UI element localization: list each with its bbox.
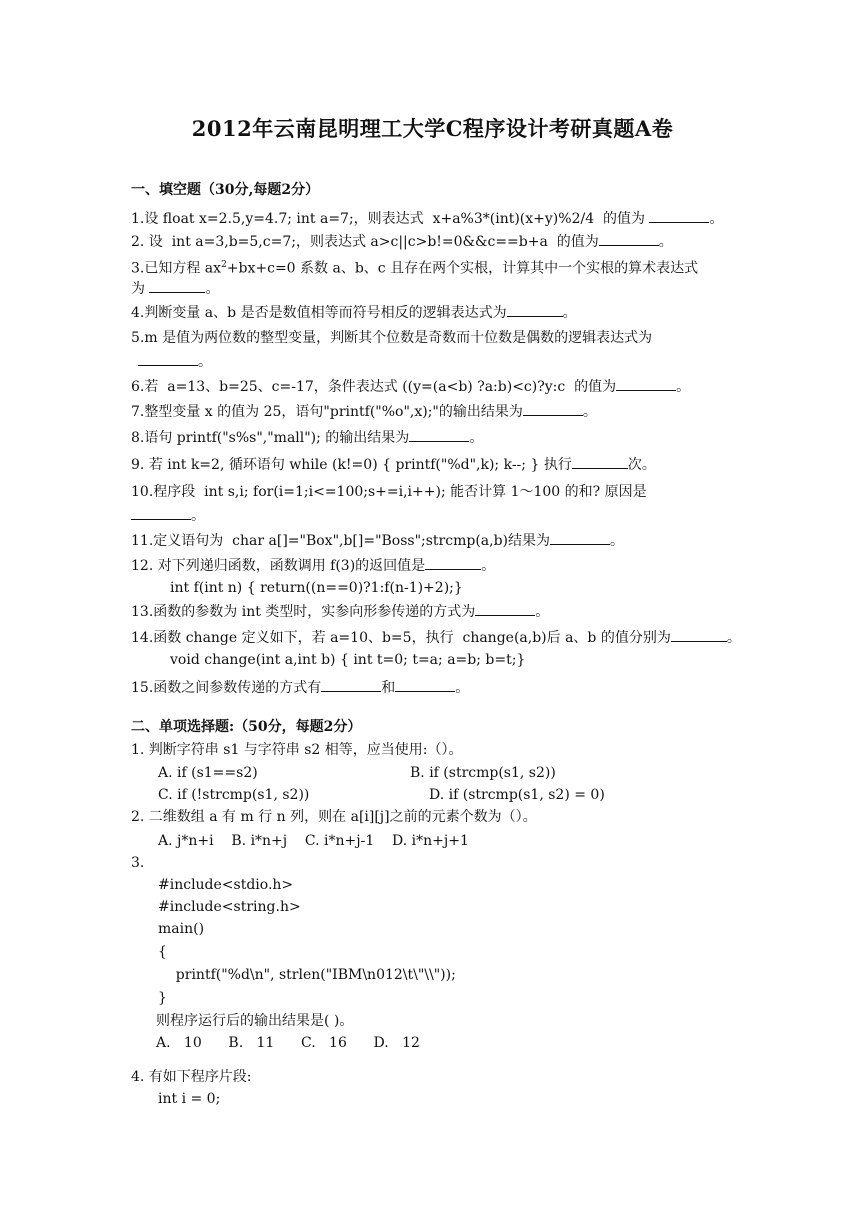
code-line: int i = 0; (158, 1091, 221, 1107)
question-2-2-stem: 2. 二维数组 a 有 m 行 n 列，则在 a[i][j]之前的元素个数为（）。 (131, 809, 537, 825)
option-b: B. if (strcmp(s1, s2)) (410, 765, 556, 781)
question-2-4-stem: 4. 有如下程序片段: (131, 1069, 252, 1085)
answer-blank (395, 678, 455, 692)
answer-blank (409, 428, 469, 442)
question-1-6 (131, 377, 690, 396)
answer-blank (523, 402, 583, 416)
superscript: 2 (221, 260, 227, 270)
document-title: 2012年云南昆明理工大学C程序设计考研真题A卷 (191, 116, 674, 141)
question-end: 。 (562, 305, 577, 321)
question-1-5-line2 (138, 352, 212, 371)
question-text: 为 (131, 281, 150, 297)
option-c: C. if (!strcmp(s1, s2)) (158, 787, 310, 803)
code-line: } (158, 990, 167, 1006)
question-end: 。 (469, 430, 484, 446)
question-end: 。 (455, 680, 470, 696)
answer-blank (425, 556, 481, 570)
answer-blank (321, 678, 381, 692)
answer-blank (138, 352, 198, 366)
question-1-12-code: int f(int n) { return((n==0)?1:f(n-1)+2);} (170, 580, 463, 596)
question-end: 。 (205, 281, 220, 297)
answer-blank (149, 279, 205, 293)
answer-blank (550, 531, 610, 545)
question-1-7 (131, 402, 597, 421)
question-end: 。 (610, 533, 625, 549)
question-2-1-stem: 1. 判断字符串 s1 与字符串 s2 相等，应当使用:（）。 (131, 742, 463, 758)
question-text: 2. 设 int a=3,b=5,c=7;，则表达式 a>c||c>b!=0&&c==b+a 的值为 (131, 234, 599, 250)
question-1-11 (131, 531, 624, 550)
question-1-1 (131, 209, 723, 228)
question-end: 次。 (627, 457, 656, 473)
question-text: 7.整型变量 x 的值为 25，语句"printf("%o",x);"的输出结果为 (131, 404, 523, 420)
question-text: 14.函数 change 定义如下，若 a=10、b=5，执行 change(a,b)后 a、b 的值分别为 (131, 630, 671, 646)
question-1-12 (131, 556, 495, 575)
answer-blank (671, 628, 727, 642)
question-text: 5.m 是值为两位数的整型变量，判断其个位数是奇数而十位数是偶数的逻辑表达式为 (131, 330, 653, 346)
answer-blank (507, 303, 563, 317)
section1-heading: 一、填空题（30分,每题2分） (131, 182, 320, 198)
question-text: 10.程序段 int s,i; for(i=1;i<=100;s+=i,i++); 能否计算 1～100 的和? 原因是 (131, 484, 647, 500)
question-text: 11.定义语句为 char a[]="Box",b[]="Boss";strcmp(a,b)结果为 (131, 533, 551, 549)
code-line: #include<stdio.h> (158, 877, 294, 893)
question-1-8 (131, 428, 483, 447)
question-text-cont: +bx+c=0 系数 a、b、c 且存在两个实根，计算其中一个实根的算术表达式 (226, 260, 699, 277)
option-d: D. if (strcmp(s1, s2) = 0) (429, 787, 605, 803)
question-text: 8.语句 printf("s%s","mall"); 的输出结果为 (131, 430, 410, 446)
question-1-13 (131, 602, 549, 621)
answer-blank (131, 506, 191, 520)
answer-blank (649, 209, 709, 223)
question-end: 。 (658, 234, 673, 250)
code-line: main() (158, 921, 205, 937)
question-text: 3.已知方程 ax (131, 260, 222, 277)
code-line: printf("%d\n", strlen("IBM\n012\t\"\\")); (158, 967, 456, 983)
question-1-14 (131, 628, 741, 647)
question-end: 。 (676, 379, 691, 395)
question-end: 。 (582, 404, 597, 420)
question-end: 。 (535, 604, 550, 620)
question-text: 13.函数的参数为 int 类型时，实参向形参传递的方式为 (131, 604, 476, 620)
question-2-3-prompt: 则程序运行后的输出结果是( )。 (156, 1013, 354, 1029)
question-text: 15.函数之间参数传递的方式有 (131, 680, 322, 696)
question-1-10 (131, 483, 647, 501)
question-1-4 (131, 303, 577, 322)
question-text: 6.若 a=13、b=25、c=-17，条件表达式 ((y=(a<b) ?a:b)<c)?y:c 的值为 (131, 379, 617, 395)
question-text: 12. 对下列递归函数，函数调用 f(3)的返回值是 (131, 558, 426, 574)
code-line: #include<string.h> (158, 899, 301, 915)
question-1-14-code: void change(int a,int b) { int t=0; t=a; a=b; b=t;} (170, 652, 526, 668)
answer-blank (599, 232, 659, 246)
section2-heading: 二、单项选择题:（50分，每题2分） (131, 719, 362, 735)
answer-blank (616, 377, 676, 391)
question-end: 。 (726, 630, 741, 646)
answer-blank (475, 602, 535, 616)
question-1-5 (131, 329, 652, 347)
question-mid: 和 (381, 680, 396, 696)
question-2-3-options: A. 10 B. 11 C. 16 D. 12 (156, 1035, 420, 1051)
question-end: 。 (481, 558, 496, 574)
question-text: 9. 若 int k=2, 循环语句 while (k!=0) { printf("%d",k); k--; } 执行 (131, 457, 572, 473)
question-end: 。 (709, 211, 724, 227)
question-1-3-line2 (131, 279, 219, 298)
question-end: 。 (191, 508, 205, 524)
question-1-15 (131, 678, 469, 697)
question-end: 。 (198, 354, 212, 370)
question-2-2-options: A. j*n+i B. i*n+j C. i*n+j-1 D. i*n+j+1 (158, 833, 469, 849)
question-1-2 (131, 232, 673, 251)
code-line: { (158, 944, 167, 960)
question-1-3 (131, 256, 698, 278)
option-a: A. if (s1==s2) (158, 765, 258, 781)
question-1-10-line2 (131, 506, 205, 525)
question-2-3-number: 3. (131, 855, 145, 871)
question-text: 4.判断变量 a、b 是否是数值相等而符号相反的逻辑表达式为 (131, 305, 507, 321)
question-1-9 (131, 455, 656, 474)
answer-blank (572, 455, 628, 469)
question-text: 1.设 float x=2.5,y=4.7; int a=7;，则表达式 x+a%3*(int)(x+y)%2/4 的值为 (131, 211, 650, 227)
